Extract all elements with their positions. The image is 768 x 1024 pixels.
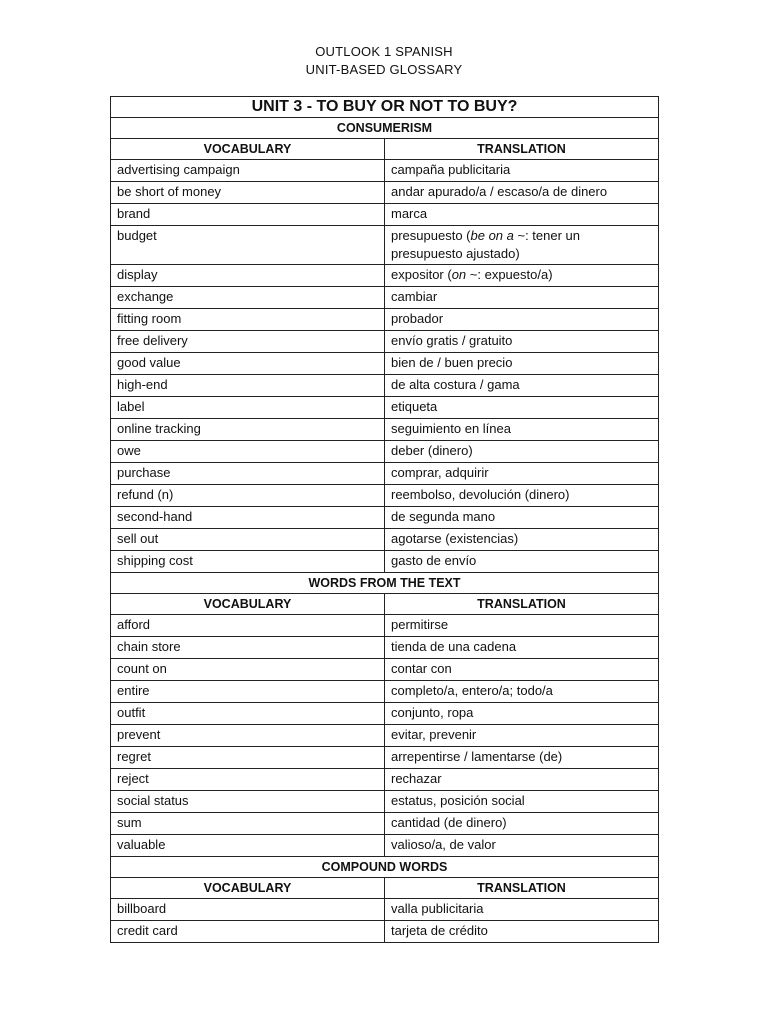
section-title: WORDS FROM THE TEXT	[111, 573, 659, 594]
translation-text: presupuesto (	[391, 228, 471, 243]
glossary-row	[111, 463, 659, 485]
translation-column-header: TRANSLATION	[385, 878, 659, 899]
glossary-row	[111, 769, 659, 791]
glossary-row	[111, 375, 659, 397]
translation-column-header: TRANSLATION	[385, 139, 659, 160]
glossary-row	[111, 441, 659, 463]
translation-cell: envío gratis / gratuito	[385, 331, 659, 353]
glossary-row	[111, 287, 659, 309]
translation-cell: agotarse (existencias)	[385, 529, 659, 551]
glossary-row	[111, 835, 659, 857]
glossary-row	[111, 160, 659, 182]
glossary-row	[111, 485, 659, 507]
translation-cell: tarjeta de crédito	[385, 921, 659, 943]
translation-cell: campaña publicitaria	[385, 160, 659, 182]
glossary-row	[111, 637, 659, 659]
translation-cell: comprar, adquirir	[385, 463, 659, 485]
glossary-row	[111, 791, 659, 813]
vocabulary-term: brand	[111, 204, 385, 226]
translation-cell: cambiar	[385, 287, 659, 309]
column-header-row	[111, 139, 659, 160]
translation-cell: seguimiento en línea	[385, 419, 659, 441]
section-title: CONSUMERISM	[111, 118, 659, 139]
translation-cell: bien de / buen precio	[385, 353, 659, 375]
glossary-row	[111, 551, 659, 573]
unit-title-row	[111, 97, 659, 118]
translation-italic-text: on	[451, 267, 467, 282]
translation-cell	[385, 265, 659, 287]
glossary-row	[111, 419, 659, 441]
vocabulary-term: exchange	[111, 287, 385, 309]
glossary-row	[111, 265, 659, 287]
vocabulary-term: sell out	[111, 529, 385, 551]
translation-text-continued: ~: expuesto/a)	[466, 267, 553, 282]
translation-cell: valla publicitaria	[385, 899, 659, 921]
translation-cell: rechazar	[385, 769, 659, 791]
glossary-row	[111, 725, 659, 747]
translation-cell: marca	[385, 204, 659, 226]
vocabulary-term: prevent	[111, 725, 385, 747]
translation-text-continued: ~: tener un presupuesto ajustado)	[391, 228, 581, 261]
vocabulary-term: count on	[111, 659, 385, 681]
translation-cell: evitar, prevenir	[385, 725, 659, 747]
translation-cell: valioso/a, de valor	[385, 835, 659, 857]
vocabulary-term: shipping cost	[111, 551, 385, 573]
section-title: COMPOUND WORDS	[111, 857, 659, 878]
vocabulary-term: free delivery	[111, 331, 385, 353]
vocabulary-term: reject	[111, 769, 385, 791]
translation-cell: deber (dinero)	[385, 441, 659, 463]
glossary-row	[111, 659, 659, 681]
page-header	[0, 43, 768, 79]
unit-title: UNIT 3 - TO BUY OR NOT TO BUY?	[111, 97, 659, 118]
translation-cell: conjunto, ropa	[385, 703, 659, 725]
translation-cell: arrepentirse / lamentarse (de)	[385, 747, 659, 769]
translation-cell: gasto de envío	[385, 551, 659, 573]
translation-column-header: TRANSLATION	[385, 594, 659, 615]
glossary-row	[111, 204, 659, 226]
vocabulary-column-header: VOCABULARY	[111, 139, 385, 160]
translation-cell: etiqueta	[385, 397, 659, 419]
glossary-row	[111, 226, 659, 265]
vocabulary-term: label	[111, 397, 385, 419]
section-title-row	[111, 118, 659, 139]
vocabulary-term: display	[111, 265, 385, 287]
translation-cell: estatus, posición social	[385, 791, 659, 813]
vocabulary-term: good value	[111, 353, 385, 375]
column-header-row	[111, 594, 659, 615]
glossary-row	[111, 507, 659, 529]
glossary-row	[111, 899, 659, 921]
translation-italic-text: be on a	[470, 228, 514, 243]
column-header-row	[111, 878, 659, 899]
vocabulary-term: billboard	[111, 899, 385, 921]
vocabulary-term: high-end	[111, 375, 385, 397]
vocabulary-term: purchase	[111, 463, 385, 485]
glossary-row	[111, 681, 659, 703]
section-title-row	[111, 573, 659, 594]
vocabulary-term: regret	[111, 747, 385, 769]
translation-cell: de segunda mano	[385, 507, 659, 529]
translation-cell: andar apurado/a / escaso/a de dinero	[385, 182, 659, 204]
glossary-row	[111, 921, 659, 943]
translation-text: expositor (	[391, 267, 452, 282]
glossary-row	[111, 703, 659, 725]
translation-cell: de alta costura / gama	[385, 375, 659, 397]
translation-cell: probador	[385, 309, 659, 331]
translation-cell: contar con	[385, 659, 659, 681]
glossary-row	[111, 331, 659, 353]
vocabulary-term: fitting room	[111, 309, 385, 331]
vocabulary-column-header: VOCABULARY	[111, 878, 385, 899]
vocabulary-term: advertising campaign	[111, 160, 385, 182]
header-line-1: OUTLOOK 1 SPANISH	[315, 44, 453, 59]
glossary-row	[111, 309, 659, 331]
translation-cell: completo/a, entero/a; todo/a	[385, 681, 659, 703]
vocabulary-term: chain store	[111, 637, 385, 659]
vocabulary-term: online tracking	[111, 419, 385, 441]
glossary-row	[111, 529, 659, 551]
glossary-row	[111, 615, 659, 637]
glossary-row	[111, 813, 659, 835]
translation-cell	[385, 226, 659, 265]
glossary-row	[111, 747, 659, 769]
vocabulary-term: second-hand	[111, 507, 385, 529]
header-line-2: UNIT-BASED GLOSSARY	[305, 62, 463, 77]
vocabulary-term: afford	[111, 615, 385, 637]
vocabulary-term: budget	[111, 226, 385, 265]
vocabulary-term: entire	[111, 681, 385, 703]
vocabulary-term: owe	[111, 441, 385, 463]
vocabulary-term: be short of money	[111, 182, 385, 204]
translation-cell: cantidad (de dinero)	[385, 813, 659, 835]
glossary-table	[110, 96, 659, 943]
section-title-row	[111, 857, 659, 878]
vocabulary-term: valuable	[111, 835, 385, 857]
translation-cell: permitirse	[385, 615, 659, 637]
translation-cell: reembolso, devolución (dinero)	[385, 485, 659, 507]
glossary-row	[111, 353, 659, 375]
vocabulary-term: sum	[111, 813, 385, 835]
vocabulary-term: outfit	[111, 703, 385, 725]
glossary-row	[111, 182, 659, 204]
glossary-row	[111, 397, 659, 419]
vocabulary-column-header: VOCABULARY	[111, 594, 385, 615]
translation-cell: tienda de una cadena	[385, 637, 659, 659]
vocabulary-term: credit card	[111, 921, 385, 943]
vocabulary-term: social status	[111, 791, 385, 813]
vocabulary-term: refund (n)	[111, 485, 385, 507]
